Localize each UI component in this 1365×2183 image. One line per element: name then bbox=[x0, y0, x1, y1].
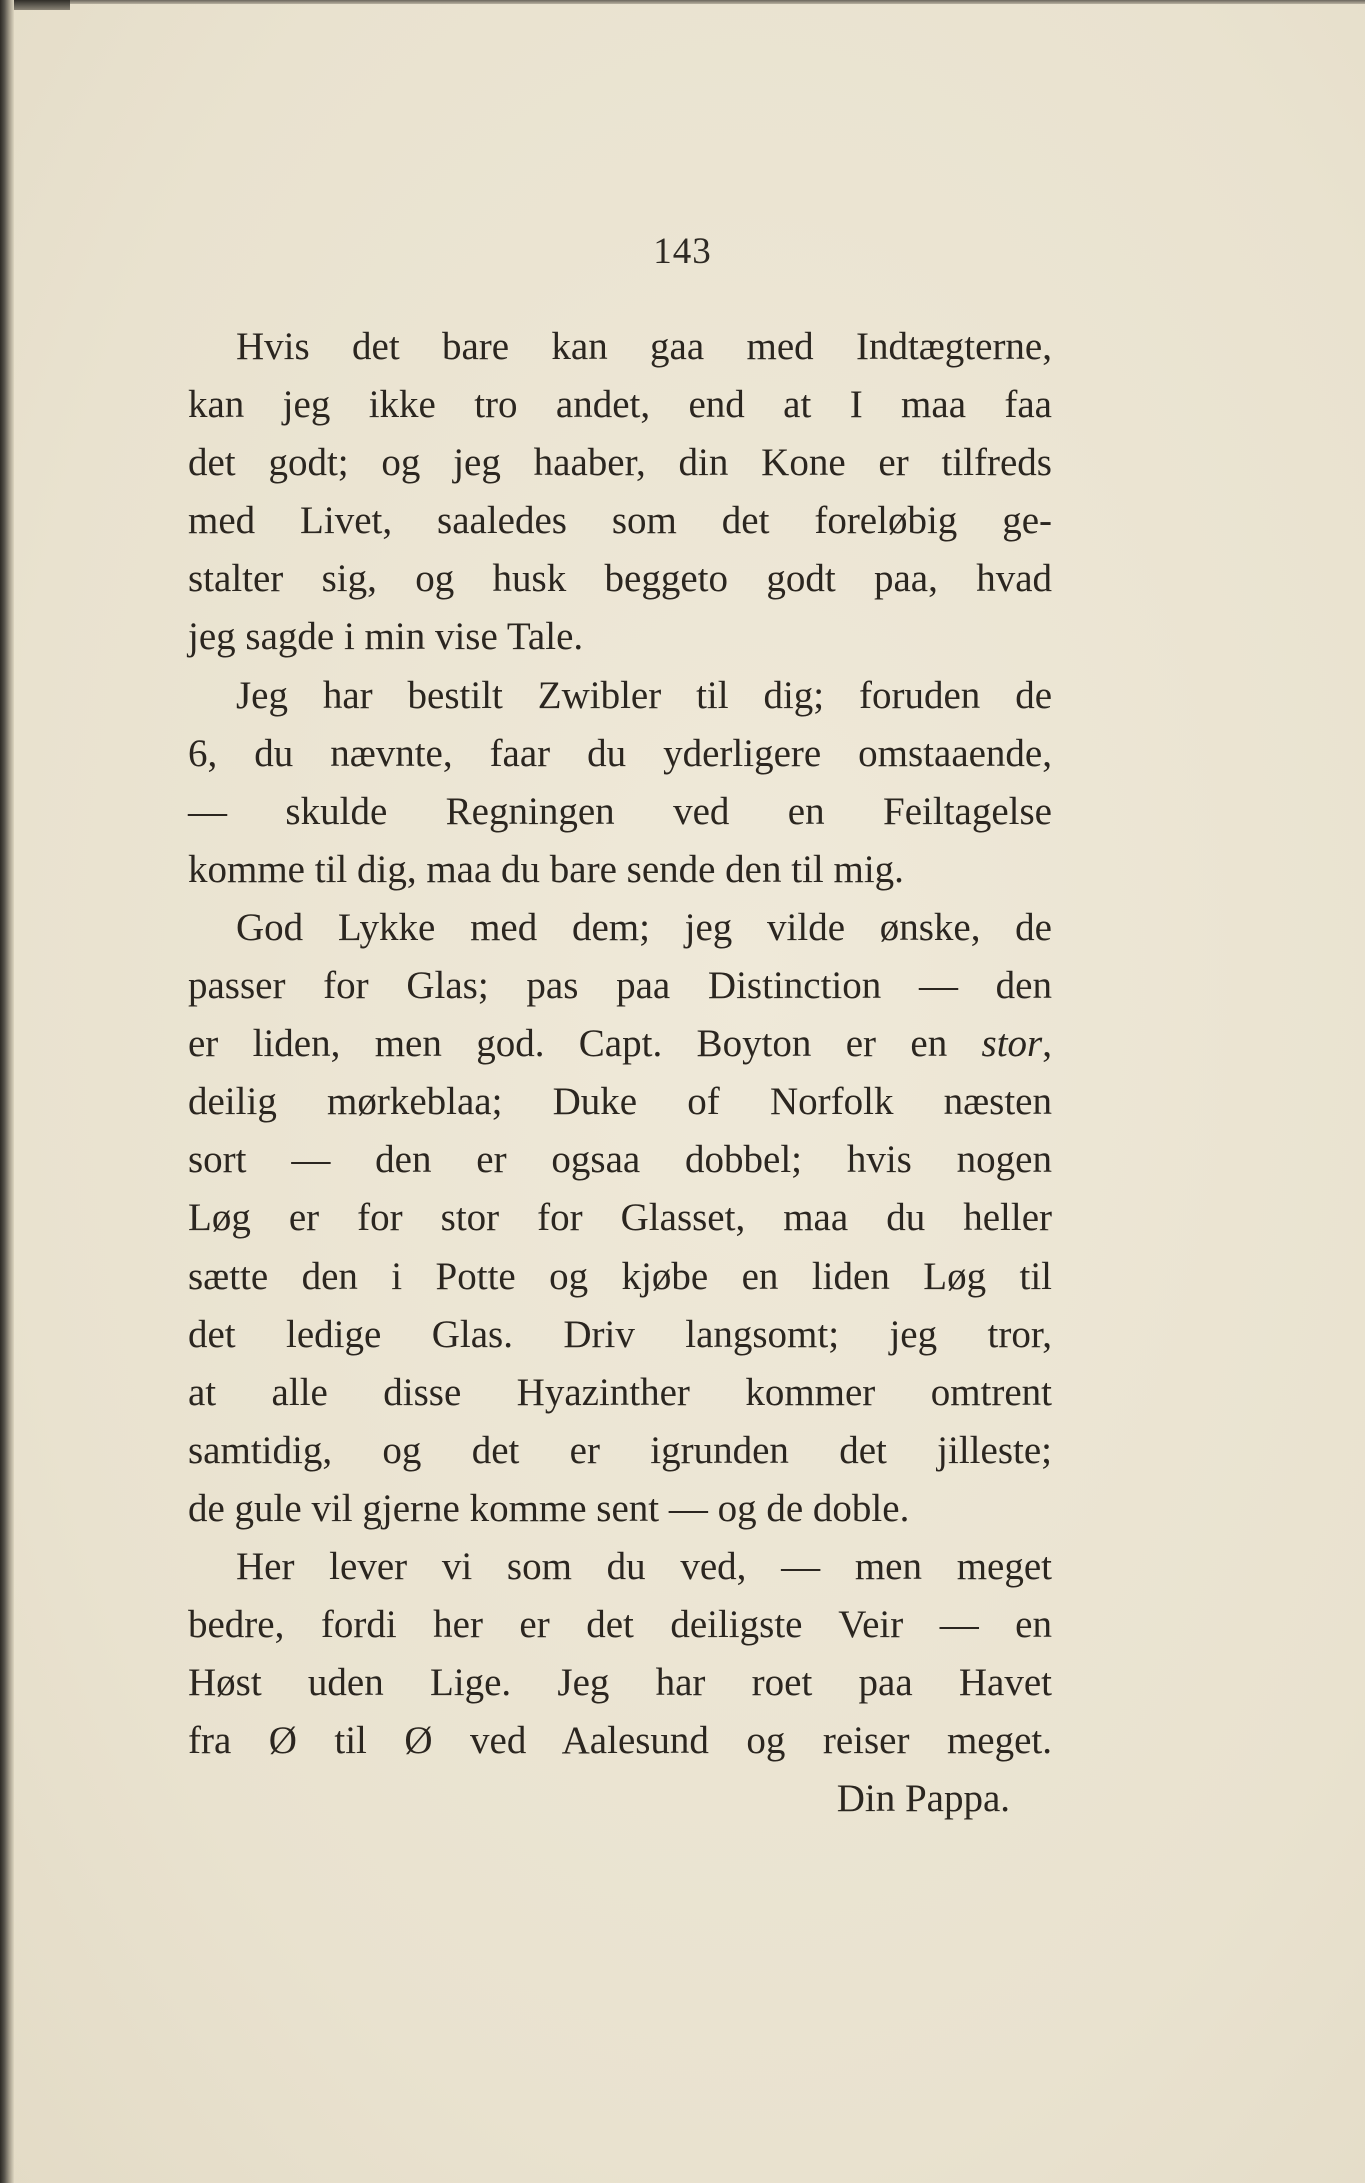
page-number: 143 bbox=[653, 231, 712, 272]
text-line: passer for Glas; pas paa Distinction — den bbox=[188, 964, 1052, 1008]
text-line: stalter sig, og husk beggeto godt paa, hvad bbox=[188, 557, 1052, 601]
text-line: Jeg har bestilt Zwibler til dig; foruden de bbox=[236, 673, 1052, 717]
text-line bbox=[188, 1015, 1052, 1073]
text-line: at alle disse Hyazinther kommer omtrent bbox=[188, 1370, 1052, 1414]
text-line: fra Ø til Ø ved Aalesund og reiser meget. bbox=[188, 1719, 1052, 1763]
text-line: det ledige Glas. Driv langsomt; jeg tror, bbox=[188, 1312, 1052, 1356]
text-line: samtidig, og det er igrunden det jilleste; bbox=[188, 1428, 1052, 1472]
page-top-edge bbox=[0, 0, 1365, 4]
text-line: Hvis det bare kan gaa med Indtægterne, bbox=[236, 325, 1052, 368]
text-line: Her lever vi som du ved, — men meget bbox=[236, 1544, 1052, 1588]
text-line: deilig mørkeblaa; Duke of Norfolk næsten bbox=[188, 1080, 1052, 1124]
text-line: bedre, fordi her er det deiligste Veir — en bbox=[188, 1603, 1052, 1647]
text-line: det godt; og jeg haaber, din Kone er tilfreds bbox=[188, 441, 1052, 485]
signature: Din Pappa. bbox=[836, 1777, 1010, 1821]
text-segment: er liden, men god. Capt. Boyton er en bbox=[188, 1022, 982, 1066]
text-line: — skulde Regningen ved en Feiltagelse bbox=[188, 789, 1052, 833]
italic-word: stor bbox=[981, 1022, 1043, 1066]
text-line: sort — den er ogsaa dobbel; hvis nogen bbox=[188, 1138, 1052, 1182]
text-line: jeg sagde i min vise Tale. bbox=[188, 615, 584, 659]
text-line: Løg er for stor for Glasset, maa du heller bbox=[188, 1196, 1052, 1240]
text-line: 6, du nævnte, faar du yderligere omstaaende, bbox=[188, 731, 1052, 775]
text-line: Høst uden Lige. Jeg har roet paa Havet bbox=[188, 1661, 1052, 1705]
letter-body bbox=[188, 318, 1052, 1828]
text-line: de gule vil gjerne komme sent — og de doble. bbox=[188, 1486, 910, 1530]
text-line: sætte den i Potte og kjøbe en liden Løg til bbox=[188, 1254, 1052, 1298]
text-line: God Lykke med dem; jeg vilde ønske, de bbox=[236, 905, 1052, 949]
text-line: kan jeg ikke tro andet, end at I maa faa bbox=[188, 383, 1052, 427]
text-line: med Livet, saaledes som det foreløbig ge- bbox=[188, 499, 1052, 543]
text-line: komme til dig, maa du bare sende den til mig. bbox=[188, 847, 904, 891]
text-segment: , bbox=[1042, 1022, 1052, 1066]
book-spine-shadow bbox=[0, 0, 14, 2183]
